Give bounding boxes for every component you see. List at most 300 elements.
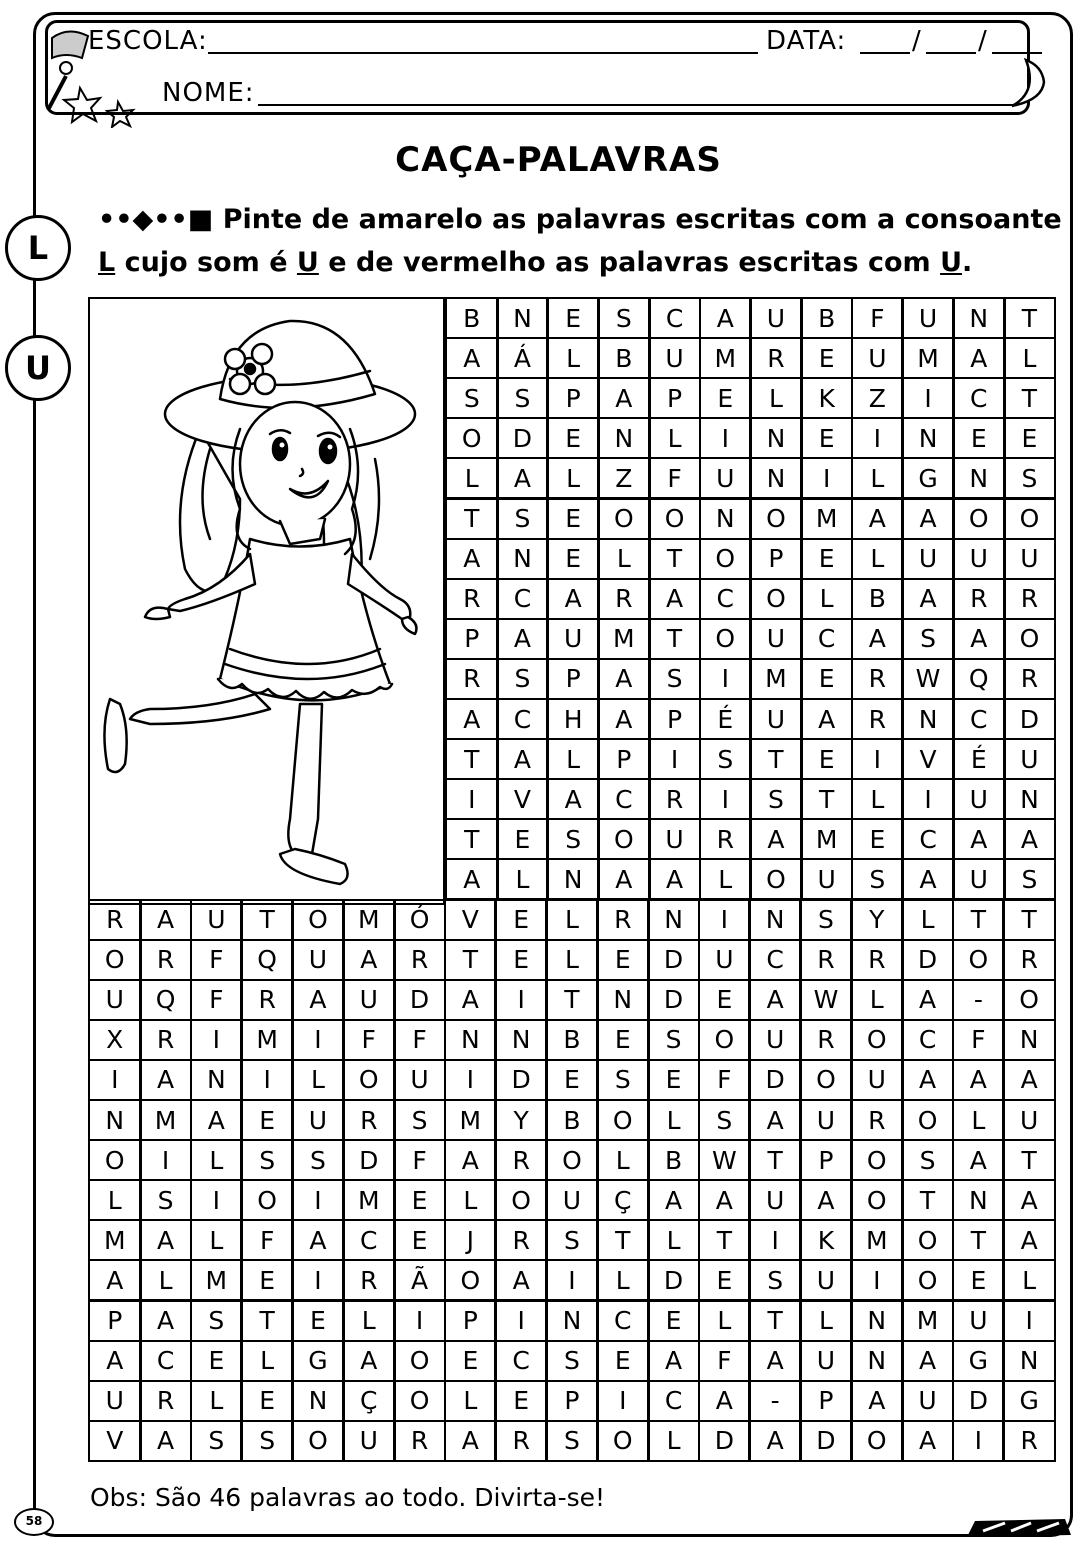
grid-cell[interactable]: T xyxy=(1003,297,1057,339)
grid-cell[interactable]: E xyxy=(546,417,600,459)
grid-cell[interactable]: I xyxy=(139,1139,193,1181)
grid-cell[interactable]: T xyxy=(1002,899,1056,941)
grid-cell[interactable]: Y xyxy=(850,899,904,941)
grid-cell[interactable]: R xyxy=(445,658,499,700)
grid-cell[interactable]: O xyxy=(597,498,651,540)
grid-cell[interactable]: L xyxy=(647,1099,701,1141)
grid-cell[interactable]: C xyxy=(699,578,753,620)
grid-cell[interactable]: O xyxy=(901,1259,955,1301)
grid-cell[interactable]: S xyxy=(496,498,550,540)
grid-cell[interactable]: K xyxy=(800,377,854,419)
grid-cell[interactable]: T xyxy=(445,818,499,860)
grid-cell[interactable]: É xyxy=(952,738,1006,780)
grid-cell[interactable]: U xyxy=(291,1099,345,1141)
grid-cell[interactable]: S xyxy=(291,1139,345,1181)
grid-cell[interactable]: G xyxy=(901,457,955,499)
grid-cell[interactable]: P xyxy=(648,698,702,740)
grid-cell[interactable]: E xyxy=(494,1380,548,1422)
grid-cell[interactable]: D xyxy=(647,979,701,1021)
grid-cell[interactable]: E xyxy=(494,939,548,981)
grid-cell[interactable]: P xyxy=(597,738,651,780)
grid-cell[interactable]: A xyxy=(952,1059,1006,1101)
grid-cell[interactable]: I xyxy=(748,1219,802,1261)
grid-cell[interactable]: U xyxy=(901,1380,955,1422)
grid-cell[interactable]: U xyxy=(901,297,955,339)
grid-cell[interactable]: R xyxy=(1002,1420,1056,1462)
grid-cell[interactable]: D xyxy=(799,1420,853,1462)
grid-cell[interactable]: S xyxy=(393,1099,447,1141)
grid-cell[interactable]: I xyxy=(291,1019,345,1061)
grid-cell[interactable]: E xyxy=(596,939,650,981)
grid-cell[interactable]: A xyxy=(1002,1059,1056,1101)
grid-cell[interactable]: M xyxy=(749,658,803,700)
grid-cell[interactable]: S xyxy=(190,1420,244,1462)
grid-cell[interactable]: L xyxy=(546,337,600,379)
grid-cell[interactable]: N xyxy=(952,297,1006,339)
grid-cell[interactable]: A xyxy=(952,1139,1006,1181)
grid-cell[interactable]: S xyxy=(496,658,550,700)
grid-cell[interactable]: E xyxy=(596,1340,650,1382)
grid-cell[interactable]: V xyxy=(496,778,550,820)
grid-cell[interactable]: I xyxy=(444,1059,498,1101)
grid-cell[interactable]: O xyxy=(545,1139,599,1181)
grid-cell[interactable]: R xyxy=(393,939,447,981)
grid-cell[interactable]: E xyxy=(952,1259,1006,1301)
grid-cell[interactable]: S xyxy=(596,1059,650,1101)
grid-cell[interactable]: P xyxy=(545,1380,599,1422)
grid-cell[interactable]: A xyxy=(698,1380,752,1422)
grid-cell[interactable]: N xyxy=(88,1099,142,1141)
grid-cell[interactable]: E xyxy=(647,1059,701,1101)
grid-cell[interactable]: F xyxy=(342,1019,396,1061)
grid-cell[interactable]: M xyxy=(901,1300,955,1342)
grid-cell[interactable]: L xyxy=(800,578,854,620)
grid-cell[interactable]: U xyxy=(88,979,142,1021)
grid-cell[interactable]: U xyxy=(901,538,955,580)
grid-cell[interactable]: D xyxy=(1003,698,1057,740)
grid-cell[interactable]: M xyxy=(139,1099,193,1141)
grid-cell[interactable]: E xyxy=(800,658,854,700)
grid-cell[interactable]: R xyxy=(851,698,905,740)
grid-cell[interactable]: M xyxy=(240,1019,294,1061)
grid-cell[interactable]: A xyxy=(851,498,905,540)
grid-cell[interactable]: O xyxy=(88,939,142,981)
grid-cell[interactable]: L xyxy=(647,1219,701,1261)
grid-cell[interactable]: E xyxy=(698,1259,752,1301)
grid-cell[interactable]: O xyxy=(88,1139,142,1181)
grid-cell[interactable]: A xyxy=(901,858,955,900)
grid-cell[interactable]: N xyxy=(749,457,803,499)
grid-cell[interactable]: N xyxy=(545,1300,599,1342)
grid-cell[interactable]: S xyxy=(799,899,853,941)
grid-cell[interactable]: M xyxy=(699,337,753,379)
grid-cell[interactable]: T xyxy=(952,899,1006,941)
grid-cell[interactable]: Ó xyxy=(393,899,447,941)
grid-cell[interactable]: A xyxy=(901,498,955,540)
school-field[interactable] xyxy=(208,52,758,54)
grid-cell[interactable]: C xyxy=(139,1340,193,1382)
grid-cell[interactable]: M xyxy=(88,1219,142,1261)
grid-cell[interactable]: R xyxy=(139,1019,193,1061)
grid-cell[interactable]: U xyxy=(748,1019,802,1061)
grid-cell[interactable]: I xyxy=(800,457,854,499)
grid-cell[interactable]: S xyxy=(901,1139,955,1181)
grid-cell[interactable]: R xyxy=(749,337,803,379)
grid-cell[interactable]: L xyxy=(596,1139,650,1181)
grid-cell[interactable]: U xyxy=(546,618,600,660)
grid-cell[interactable]: U xyxy=(800,858,854,900)
grid-cell[interactable]: O xyxy=(648,498,702,540)
grid-cell[interactable]: L xyxy=(88,1179,142,1221)
grid-cell[interactable]: C xyxy=(494,1340,548,1382)
grid-cell[interactable]: I xyxy=(393,1300,447,1342)
grid-cell[interactable]: P xyxy=(445,618,499,660)
grid-cell[interactable]: N xyxy=(596,979,650,1021)
grid-cell[interactable]: S xyxy=(496,377,550,419)
grid-cell[interactable]: O xyxy=(699,618,753,660)
grid-cell[interactable]: S xyxy=(545,1420,599,1462)
grid-cell[interactable]: S xyxy=(546,818,600,860)
grid-cell[interactable]: Ç xyxy=(596,1179,650,1221)
grid-cell[interactable]: N xyxy=(494,1019,548,1061)
grid-cell[interactable]: I xyxy=(698,899,752,941)
grid-cell[interactable]: O xyxy=(850,1420,904,1462)
grid-cell[interactable]: A xyxy=(139,1219,193,1261)
grid-cell[interactable]: M xyxy=(800,818,854,860)
grid-cell[interactable]: N xyxy=(749,417,803,459)
grid-cell[interactable]: O xyxy=(850,1179,904,1221)
grid-cell[interactable]: L xyxy=(1003,337,1057,379)
grid-cell[interactable]: I xyxy=(851,738,905,780)
grid-cell[interactable]: R xyxy=(850,939,904,981)
grid-cell[interactable]: E xyxy=(800,337,854,379)
grid-cell[interactable]: T xyxy=(698,1219,752,1261)
grid-cell[interactable]: O xyxy=(1003,618,1057,660)
grid-cell[interactable]: U xyxy=(952,538,1006,580)
grid-cell[interactable]: L xyxy=(291,1059,345,1101)
grid-cell[interactable]: I xyxy=(240,1059,294,1101)
grid-cell[interactable]: O xyxy=(291,1420,345,1462)
grid-cell[interactable]: E xyxy=(596,1019,650,1061)
grid-cell[interactable]: S xyxy=(1003,457,1057,499)
grid-cell[interactable]: R xyxy=(494,1219,548,1261)
grid-cell[interactable]: U xyxy=(648,818,702,860)
grid-cell[interactable]: Q xyxy=(139,979,193,1021)
grid-cell[interactable]: I xyxy=(699,417,753,459)
grid-cell[interactable]: C xyxy=(748,939,802,981)
grid-cell[interactable]: O xyxy=(850,1019,904,1061)
grid-cell[interactable]: F xyxy=(698,1340,752,1382)
grid-cell[interactable]: I xyxy=(190,1179,244,1221)
grid-cell[interactable]: N xyxy=(699,498,753,540)
grid-cell[interactable]: E xyxy=(444,1340,498,1382)
grid-cell[interactable]: P xyxy=(648,377,702,419)
grid-cell[interactable]: A xyxy=(496,457,550,499)
grid-cell[interactable]: E xyxy=(496,818,550,860)
grid-cell[interactable]: A xyxy=(88,1340,142,1382)
grid-cell[interactable]: U xyxy=(698,939,752,981)
grid-cell[interactable]: T xyxy=(749,738,803,780)
grid-cell[interactable]: E xyxy=(546,538,600,580)
grid-cell[interactable]: A xyxy=(648,578,702,620)
grid-cell[interactable]: W xyxy=(698,1139,752,1181)
grid-cell[interactable]: Q xyxy=(952,658,1006,700)
name-field[interactable] xyxy=(258,104,1014,106)
grid-cell[interactable]: L xyxy=(851,778,905,820)
grid-cell[interactable]: A xyxy=(291,979,345,1021)
grid-cell[interactable]: R xyxy=(952,578,1006,620)
grid-cell[interactable]: U xyxy=(850,1059,904,1101)
grid-cell[interactable]: I xyxy=(952,1420,1006,1462)
grid-cell[interactable]: A xyxy=(952,818,1006,860)
grid-cell[interactable]: K xyxy=(799,1219,853,1261)
grid-cell[interactable]: A xyxy=(445,698,499,740)
grid-cell[interactable]: E xyxy=(240,1380,294,1422)
grid-cell[interactable]: O xyxy=(952,939,1006,981)
grid-cell[interactable]: A xyxy=(546,578,600,620)
grid-cell[interactable]: A xyxy=(647,1340,701,1382)
grid-cell[interactable]: A xyxy=(699,297,753,339)
grid-cell[interactable]: A xyxy=(88,1259,142,1301)
grid-cell[interactable]: G xyxy=(1002,1380,1056,1422)
grid-cell[interactable]: V xyxy=(901,738,955,780)
grid-cell[interactable]: L xyxy=(342,1300,396,1342)
grid-cell[interactable]: A xyxy=(1003,818,1057,860)
grid-cell[interactable]: O xyxy=(749,858,803,900)
grid-cell[interactable]: A xyxy=(597,658,651,700)
grid-cell[interactable]: A xyxy=(597,858,651,900)
grid-cell[interactable]: O xyxy=(596,1099,650,1141)
grid-cell[interactable]: I xyxy=(699,658,753,700)
grid-cell[interactable]: E xyxy=(800,417,854,459)
grid-cell[interactable]: A xyxy=(952,337,1006,379)
grid-cell[interactable]: R xyxy=(1002,939,1056,981)
grid-cell[interactable]: R xyxy=(1003,658,1057,700)
grid-cell[interactable]: O xyxy=(597,818,651,860)
grid-cell[interactable]: A xyxy=(342,1340,396,1382)
grid-cell[interactable]: D xyxy=(952,1380,1006,1422)
grid-cell[interactable]: A xyxy=(190,1099,244,1141)
grid-cell[interactable]: L xyxy=(850,979,904,1021)
grid-cell[interactable]: I xyxy=(190,1019,244,1061)
grid-cell[interactable]: Z xyxy=(851,377,905,419)
grid-cell[interactable]: L xyxy=(546,738,600,780)
grid-cell[interactable]: A xyxy=(139,1300,193,1342)
grid-cell[interactable]: F xyxy=(190,939,244,981)
grid-cell[interactable]: U xyxy=(851,337,905,379)
grid-cell[interactable]: S xyxy=(698,1099,752,1141)
grid-cell[interactable]: D xyxy=(901,939,955,981)
grid-cell[interactable]: A xyxy=(952,618,1006,660)
grid-cell[interactable]: R xyxy=(139,939,193,981)
grid-cell[interactable]: U xyxy=(291,939,345,981)
grid-cell[interactable]: A xyxy=(496,738,550,780)
grid-cell[interactable]: N xyxy=(952,1179,1006,1221)
grid-cell[interactable]: F xyxy=(393,1139,447,1181)
grid-cell[interactable]: B xyxy=(597,337,651,379)
grid-cell[interactable]: R xyxy=(240,979,294,1021)
grid-cell[interactable]: O xyxy=(901,1099,955,1141)
grid-cell[interactable]: S xyxy=(1003,858,1057,900)
grid-cell[interactable]: L xyxy=(851,538,905,580)
grid-cell[interactable]: L xyxy=(799,1300,853,1342)
grid-cell[interactable]: A xyxy=(748,1340,802,1382)
grid-cell[interactable]: C xyxy=(496,578,550,620)
grid-cell[interactable]: R xyxy=(648,778,702,820)
grid-cell[interactable]: U xyxy=(393,1059,447,1101)
grid-cell[interactable]: I xyxy=(88,1059,142,1101)
grid-cell[interactable]: E xyxy=(190,1340,244,1382)
grid-cell[interactable]: O xyxy=(952,498,1006,540)
grid-cell[interactable]: A xyxy=(851,618,905,660)
grid-cell[interactable]: O xyxy=(1003,498,1057,540)
grid-cell[interactable]: A xyxy=(139,899,193,941)
grid-cell[interactable]: S xyxy=(648,658,702,700)
grid-cell[interactable]: Ã xyxy=(393,1259,447,1301)
grid-cell[interactable]: V xyxy=(88,1420,142,1462)
grid-cell[interactable]: L xyxy=(596,1259,650,1301)
grid-cell[interactable]: P xyxy=(444,1300,498,1342)
grid-cell[interactable]: O xyxy=(291,899,345,941)
grid-cell[interactable]: S xyxy=(597,297,651,339)
grid-cell[interactable]: N xyxy=(546,858,600,900)
grid-cell[interactable]: N xyxy=(748,899,802,941)
grid-cell[interactable]: E xyxy=(698,979,752,1021)
grid-cell[interactable]: O xyxy=(901,1219,955,1261)
grid-cell[interactable]: U xyxy=(749,297,803,339)
grid-cell[interactable]: O xyxy=(749,578,803,620)
grid-cell[interactable]: G xyxy=(952,1340,1006,1382)
grid-cell[interactable]: L xyxy=(699,858,753,900)
grid-cell[interactable]: C xyxy=(496,698,550,740)
grid-cell[interactable]: I xyxy=(596,1380,650,1422)
grid-cell[interactable]: E xyxy=(545,1059,599,1101)
grid-cell[interactable]: T xyxy=(596,1219,650,1261)
grid-cell[interactable]: O xyxy=(342,1059,396,1101)
grid-cell[interactable]: S xyxy=(445,377,499,419)
grid-cell[interactable]: F xyxy=(648,457,702,499)
grid-cell[interactable]: N xyxy=(1003,778,1057,820)
grid-cell[interactable]: C xyxy=(901,1019,955,1061)
grid-cell[interactable]: D xyxy=(342,1139,396,1181)
grid-cell[interactable]: D xyxy=(748,1059,802,1101)
grid-cell[interactable]: E xyxy=(291,1300,345,1342)
grid-cell[interactable]: A xyxy=(496,618,550,660)
grid-cell[interactable]: W xyxy=(799,979,853,1021)
grid-cell[interactable]: F xyxy=(190,979,244,1021)
grid-cell[interactable]: P xyxy=(546,377,600,419)
grid-cell[interactable]: T xyxy=(1003,377,1057,419)
date-day-field[interactable] xyxy=(860,52,910,54)
grid-cell[interactable]: A xyxy=(748,1099,802,1141)
grid-cell[interactable]: C xyxy=(800,618,854,660)
grid-cell[interactable]: B xyxy=(800,297,854,339)
grid-cell[interactable]: L xyxy=(647,1420,701,1462)
grid-cell[interactable]: A xyxy=(139,1420,193,1462)
grid-cell[interactable]: A xyxy=(445,858,499,900)
grid-cell[interactable]: A xyxy=(342,939,396,981)
grid-cell[interactable]: U xyxy=(699,457,753,499)
grid-cell[interactable]: A xyxy=(444,979,498,1021)
grid-cell[interactable]: M xyxy=(901,337,955,379)
grid-cell[interactable]: U xyxy=(1002,1099,1056,1141)
grid-cell[interactable]: S xyxy=(647,1019,701,1061)
grid-cell[interactable]: R xyxy=(393,1420,447,1462)
grid-cell[interactable]: I xyxy=(901,778,955,820)
grid-cell[interactable]: P xyxy=(749,538,803,580)
grid-cell[interactable]: A xyxy=(800,698,854,740)
grid-cell[interactable]: A xyxy=(748,979,802,1021)
grid-cell[interactable]: S xyxy=(901,618,955,660)
grid-cell[interactable]: F xyxy=(240,1219,294,1261)
grid-cell[interactable]: A xyxy=(799,1179,853,1221)
grid-cell[interactable]: E xyxy=(952,417,1006,459)
grid-cell[interactable]: A xyxy=(546,778,600,820)
grid-cell[interactable]: T xyxy=(545,979,599,1021)
grid-cell[interactable]: P xyxy=(799,1139,853,1181)
grid-cell[interactable]: B xyxy=(545,1099,599,1141)
grid-cell[interactable]: O xyxy=(240,1179,294,1221)
grid-cell[interactable]: R xyxy=(1003,578,1057,620)
grid-cell[interactable]: M xyxy=(850,1219,904,1261)
grid-cell[interactable]: G xyxy=(291,1340,345,1382)
grid-cell[interactable]: Á xyxy=(496,337,550,379)
grid-cell[interactable]: I xyxy=(699,778,753,820)
grid-cell[interactable]: W xyxy=(901,658,955,700)
grid-cell[interactable]: T xyxy=(748,1300,802,1342)
grid-cell[interactable]: O xyxy=(698,1019,752,1061)
grid-cell[interactable]: U xyxy=(952,1300,1006,1342)
grid-cell[interactable]: N xyxy=(901,417,955,459)
grid-cell[interactable]: Ç xyxy=(342,1380,396,1422)
grid-cell[interactable]: E xyxy=(393,1179,447,1221)
grid-cell[interactable]: L xyxy=(444,1380,498,1422)
grid-cell[interactable]: E xyxy=(647,1300,701,1342)
grid-cell[interactable]: O xyxy=(850,1139,904,1181)
grid-cell[interactable]: R xyxy=(799,1019,853,1061)
grid-cell[interactable]: M xyxy=(597,618,651,660)
grid-cell[interactable]: A xyxy=(748,1420,802,1462)
grid-cell[interactable]: L xyxy=(597,538,651,580)
grid-cell[interactable]: L xyxy=(698,1300,752,1342)
grid-cell[interactable]: P xyxy=(88,1300,142,1342)
grid-cell[interactable]: R xyxy=(88,899,142,941)
grid-cell[interactable]: T xyxy=(240,1300,294,1342)
grid-cell[interactable]: A xyxy=(1002,1179,1056,1221)
grid-cell[interactable]: A xyxy=(1002,1219,1056,1261)
grid-cell[interactable]: U xyxy=(1003,538,1057,580)
grid-cell[interactable]: N xyxy=(850,1340,904,1382)
grid-cell[interactable]: O xyxy=(749,498,803,540)
grid-cell[interactable]: C xyxy=(597,778,651,820)
grid-cell[interactable]: T xyxy=(648,538,702,580)
grid-cell[interactable]: U xyxy=(748,1179,802,1221)
grid-cell[interactable]: N xyxy=(444,1019,498,1061)
grid-cell[interactable]: L xyxy=(749,377,803,419)
grid-cell[interactable]: U xyxy=(799,1340,853,1382)
grid-cell[interactable]: T xyxy=(748,1139,802,1181)
grid-cell[interactable]: M xyxy=(190,1259,244,1301)
date-month-field[interactable] xyxy=(926,52,976,54)
grid-cell[interactable]: E xyxy=(240,1259,294,1301)
grid-cell[interactable]: S xyxy=(240,1420,294,1462)
grid-cell[interactable]: L xyxy=(496,858,550,900)
grid-cell[interactable]: R xyxy=(699,818,753,860)
grid-cell[interactable]: O xyxy=(1002,979,1056,1021)
grid-cell[interactable]: S xyxy=(748,1259,802,1301)
grid-cell[interactable]: S xyxy=(545,1219,599,1261)
grid-cell[interactable]: U xyxy=(88,1380,142,1422)
